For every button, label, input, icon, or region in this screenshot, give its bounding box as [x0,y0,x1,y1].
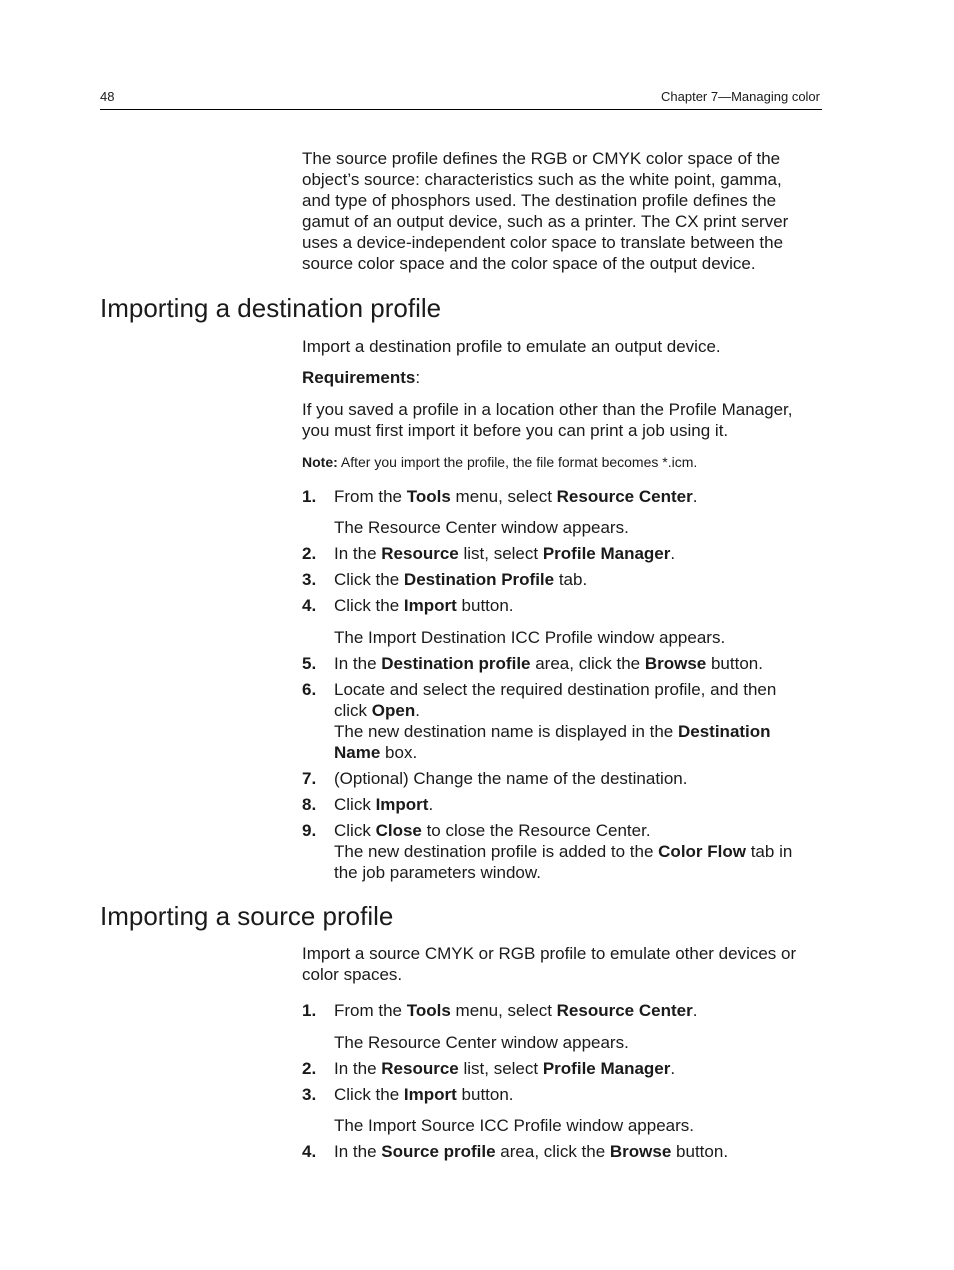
step-number: 3. [302,570,317,589]
step-number: 4. [302,596,317,615]
step-number: 6. [302,680,317,699]
step-number: 1. [302,487,317,506]
intro-line: uses a device-independent color space to translate between the [302,233,784,252]
dest-lead: Import a destination profile to emulate an output device. [302,337,721,356]
step-text: Click Close to close the Resource Center. The new destination profile is added to the Color Flow tab in the job parameters window. [334,821,793,882]
page-number: 48 [100,89,115,104]
intro-line: object’s source: characteristics such as the white point, gamma, [302,170,782,189]
step-number: 5. [302,654,317,673]
step-text: In the Destination profile area, click the Browse button. [334,654,763,673]
requirements-line: If you saved a profile in a location other than the Profile Manager, [302,400,793,419]
source-lead-line: Import a source CMYK or RGB profile to emulate other devices or [302,944,797,963]
source-step-3-result: The Import Source ICC Profile window appears. [334,1116,694,1135]
step-number: 1. [302,1001,317,1020]
section-heading-source: Importing a source profile [100,901,394,931]
source-lead [302,943,822,985]
intro-line: source color space and the color space of the output device. [302,254,756,273]
step-number: 3. [302,1085,317,1104]
source-lead-line: color spaces. [302,965,403,984]
step-text: (Optional) Change the name of the destination. [334,769,688,788]
note [302,453,822,471]
intro-line: and type of phosphors used. The destination profile defines the [302,191,777,210]
requirements-text [302,399,822,441]
intro-paragraph [302,148,822,274]
intro-line: The source profile defines the RGB or CMYK color space of the [302,149,781,168]
chapter-title: Chapter 7—Managing color [661,89,820,104]
step-text: Click the Destination Profile tab. [334,570,588,589]
step-number: 2. [302,544,317,563]
step-number: 4. [302,1142,317,1161]
step-text: In the Source profile area, click the Browse button. [334,1142,729,1161]
step-text: From the Tools menu, select Resource Center. [334,1001,698,1020]
section-heading-destination: Importing a destination profile [100,293,442,323]
step-text: In the Resource list, select Profile Manager. [334,544,676,563]
source-step-1-result: The Resource Center window appears. [334,1033,629,1052]
step-text: From the Tools menu, select Resource Center. [334,487,698,506]
step-text: Click Import. [334,795,434,814]
step-text: Click the Import button. [334,596,514,615]
note-text: After you import the profile, the file format becomes *.icm. [337,454,698,470]
dest-step-1-result: The Resource Center window appears. [334,518,629,537]
step-text: Locate and select the required destination profile, and then click Open. The new destination name is displayed in the Destination Name box. [334,680,777,762]
intro-line: gamut of an output device, such as a printer. The CX print server [302,212,789,231]
step-number: 7. [302,769,317,788]
step-text: In the Resource list, select Profile Manager. [334,1059,676,1078]
page-header [100,87,822,110]
step-number: 2. [302,1059,317,1078]
dest-step-4-result: The Import Destination ICC Profile window appears. [334,628,726,647]
requirements-label-text: Requirements [302,368,416,387]
note-label: Note: [302,454,338,470]
step-text: Click the Import button. [334,1085,514,1104]
step-number: 9. [302,821,317,840]
requirements-colon: : [415,368,421,387]
requirements-line: you must first import it before you can print a job using it. [302,421,729,440]
requirements-label [302,367,822,388]
step-number: 8. [302,795,317,814]
